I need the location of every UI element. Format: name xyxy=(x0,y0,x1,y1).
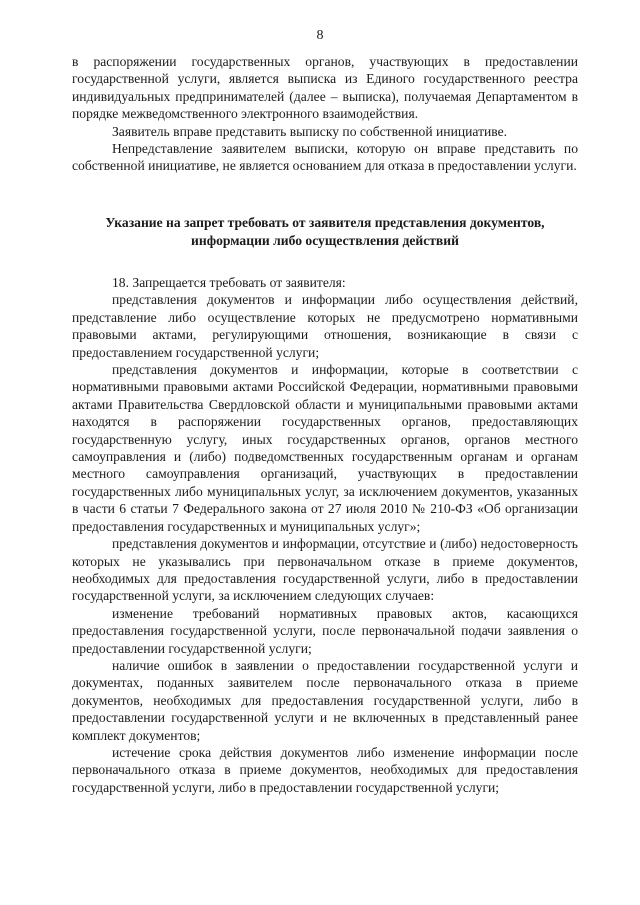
paragraph: в распоряжении государственных органов, участвующих в предоставлении государственной услуги, является выписка из Единого государственного реестра индивидуальных предпринимателей (далее – выписка), получаемая Департаментом в порядке межведомственного электронного взаимодействия. xyxy=(72,54,578,122)
section-heading-line-2: информации либо осуществления действий xyxy=(191,233,459,248)
paragraph: представления документов и информации, отсутствие и (либо) недостоверность которых не указывались при первоначальном отказе в приеме документов, необходимых для предоставления государственной услуги, либо в предоставлении государственной услуги, за исключением следующих случаев: xyxy=(72,536,578,604)
paragraph: представления документов и информации, которые в соответствии с нормативными правовыми актами Российской Федерации, нормативными правовыми актами Правительства Свердловской области и муниципальными правовыми актами находятся в распоряжении государственных органов, предоставляющих государственную услугу, иных государственных органов, органов местного самоуправления и (либо) подведомственных государственным органам и органам местного самоуправления организаций, участвующих в предоставлении государственных либо муниципальных услуг, за исключением документов, указанных в части 6 статьи 7 Федерального закона от 27 июля 2010 № 210-ФЗ «Об организации предоставления государственных и муниципальных услуг»; xyxy=(72,362,578,534)
paragraph: 18. Запрещается требовать от заявителя: xyxy=(112,275,346,290)
section-heading-line-1: Указание на запрет требовать от заявителя представления документов, xyxy=(105,215,545,230)
paragraph: представления документов и информации либо осуществления действий, представление либо осуществление которых не предусмотрено нормативными правовыми актами, регулирующими отношения, возникающие в связи с предоставлением государственной услуги; xyxy=(72,292,578,360)
paragraph: Непредставление заявителем выписки, которую он вправе представить по собственной инициативе, не является основанием для отказа в предоставлении услуги. xyxy=(72,141,578,174)
section-block xyxy=(72,214,578,796)
paragraph: наличие ошибок в заявлении о предоставлении государственной услуги и документах, поданных заявителем после первоначального отказа в приеме документов, необходимых для предоставления государственной услуги, либо в предоставлении государственной услуги и не включенных в представленный ранее комплект документов; xyxy=(72,657,578,743)
page-number: 8 xyxy=(316,28,324,43)
top-text-block xyxy=(72,53,578,175)
paragraph: истечение срока действия документов либо изменение информации после первоначального отказа в приеме документов, необходимых для предоставления государственной услуги, либо в предоставлении государственной услуги; xyxy=(72,744,578,795)
paragraph: Заявитель вправе представить выписку по собственной инициативе. xyxy=(112,123,508,139)
paragraph: изменение требований нормативных правовых актов, касающихся предоставления государственной услуги, после первоначальной подачи заявления о предоставлении государственной услуги; xyxy=(72,605,578,656)
